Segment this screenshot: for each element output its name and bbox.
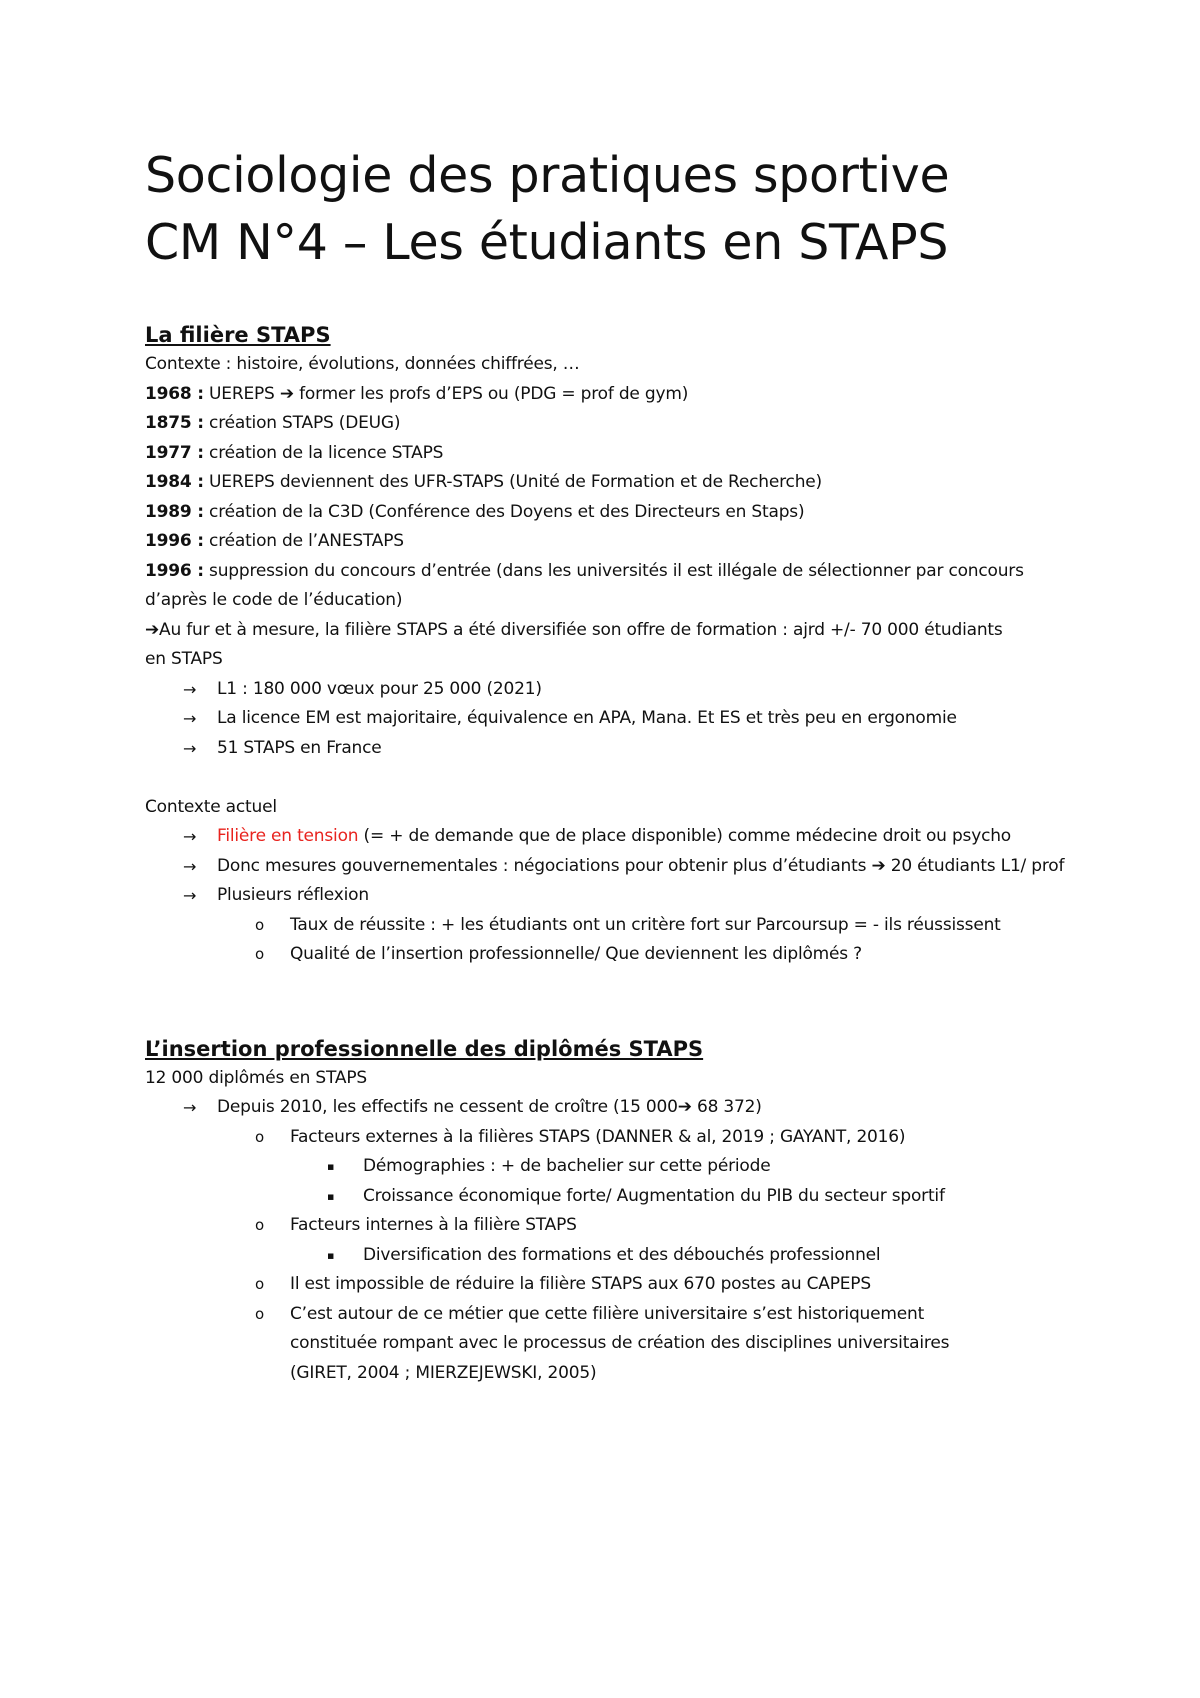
- list-item: o Qualité de l’insertion professionnelle/ Que deviennent les diplômés ?: [145, 940, 1085, 970]
- list-item: → La licence EM est majoritaire, équivalence en APA, Mana. Et ES et très peu en ergonomie: [145, 704, 1085, 734]
- circle-bullet-icon: o: [255, 1127, 264, 1146]
- arrow-bullet-icon: →: [183, 738, 197, 758]
- square-bullet-icon: ▪: [327, 1189, 335, 1203]
- arrow-bullet-icon: →: [183, 827, 197, 846]
- timeline-row: 1875 : création STAPS (DEUG): [145, 413, 401, 433]
- circle-bullet-icon: o: [255, 915, 264, 934]
- arrow-bullet-icon: →: [183, 856, 197, 876]
- highlight-text: Filière en tension: [217, 826, 359, 846]
- graduates-count: 12 000 diplômés en STAPS: [145, 1067, 367, 1088]
- section-heading-insertion: L’insertion professionnelle des diplômés STAPS: [145, 1036, 704, 1061]
- title-line-1: Sociologie des pratiques sportive: [145, 147, 950, 204]
- list-item: o Il est impossible de réduire la filière STAPS aux 670 postes au CAPEPS: [145, 1270, 1085, 1300]
- list-item: o Facteurs internes à la filière STAPS: [145, 1211, 1085, 1241]
- list-item: ▪ Démographies : + de bachelier sur cette période: [145, 1152, 1085, 1182]
- list-item: → L1 : 180 000 vœux pour 25 000 (2021): [145, 675, 1085, 705]
- list-item: ▪ Croissance économique forte/ Augmentation du PIB du secteur sportif: [145, 1182, 1085, 1212]
- list-item: → 51 STAPS en France: [145, 734, 1085, 764]
- circle-bullet-icon: o: [255, 1304, 264, 1323]
- arrow-icon: ➔: [677, 1097, 692, 1117]
- list-item: o Facteurs externes à la filières STAPS (DANNER & al, 2019 ; GAYANT, 2016): [145, 1123, 1085, 1153]
- arrow-bullet-icon: →: [183, 679, 197, 699]
- arrow-icon: ➔: [145, 619, 160, 640]
- square-bullet-icon: ▪: [327, 1248, 335, 1262]
- document-page: [145, 142, 1085, 1388]
- circle-bullet-icon: o: [255, 945, 264, 963]
- list-item: → Plusieurs réflexion: [145, 881, 1085, 911]
- timeline-row: 1989 : création de la C3D (Conférence des Doyens et des Directeurs en Staps): [145, 501, 805, 522]
- arrow-bullet-icon: →: [183, 886, 197, 905]
- arrow-icon: ➔: [279, 383, 294, 404]
- arrow-bullet-icon: →: [183, 1098, 197, 1117]
- list-item: o C’est autour de ce métier que cette filière universitaire s’est historiquement constituée rompant avec le processus de création des disciplines universitaires (GIRET, 2004 ; MIERZEJEWSKI, 2005): [145, 1300, 1010, 1389]
- arrow-icon: ➔: [871, 855, 886, 876]
- list-item: ▪ Diversification des formations et des débouchés professionnel: [145, 1241, 1085, 1271]
- timeline-row: 1984 : UEREPS deviennent des UFR-STAPS (Unité de Formation et de Recherche): [145, 472, 822, 492]
- circle-bullet-icon: o: [255, 1275, 264, 1293]
- circle-bullet-icon: o: [255, 1216, 264, 1234]
- context-line: Contexte : histoire, évolutions, données chiffrées, …: [145, 354, 580, 374]
- list-item: → Depuis 2010, les effectifs ne cessent de croître (15 000➔ 68 372): [145, 1093, 1085, 1123]
- timeline-row: 1996 : suppression du concours d’entrée (dans les universités il est illégale de sélectionner par concours d’après le code de l’éducation): [145, 560, 1024, 610]
- timeline-row: 1977 : création de la licence STAPS: [145, 442, 444, 463]
- list-item: o Taux de réussite : + les étudiants ont un critère fort sur Parcoursup = - ils réussissent: [145, 911, 1085, 941]
- square-bullet-icon: ▪: [327, 1160, 335, 1173]
- timeline-row: 1968 : UEREPS ➔ former les profs d’EPS ou (PDG = prof de gym): [145, 383, 689, 404]
- title-line-2: CM N°4 – Les étudiants en STAPS: [145, 214, 949, 271]
- arrow-bullet-icon: →: [183, 709, 197, 728]
- list-item: → Donc mesures gouvernementales : négociations pour obtenir plus d’étudiants ➔ 20 étudiants L1/ prof: [145, 852, 1067, 882]
- document-title: [145, 142, 1085, 276]
- section-heading-filiere: La filière STAPS: [145, 323, 331, 347]
- conclusion-line: ➔Au fur et à mesure, la filière STAPS a été diversifiée son offre de formation : ajrd +/- 70 000 étudiants en STAPS: [145, 619, 1003, 669]
- timeline-row: 1996 : création de l’ANESTAPS: [145, 531, 404, 551]
- actual-context-label: Contexte actuel: [145, 796, 277, 817]
- list-item: → Filière en tension (= + de demande que de place disponible) comme médecine droit ou psycho: [145, 822, 1017, 852]
